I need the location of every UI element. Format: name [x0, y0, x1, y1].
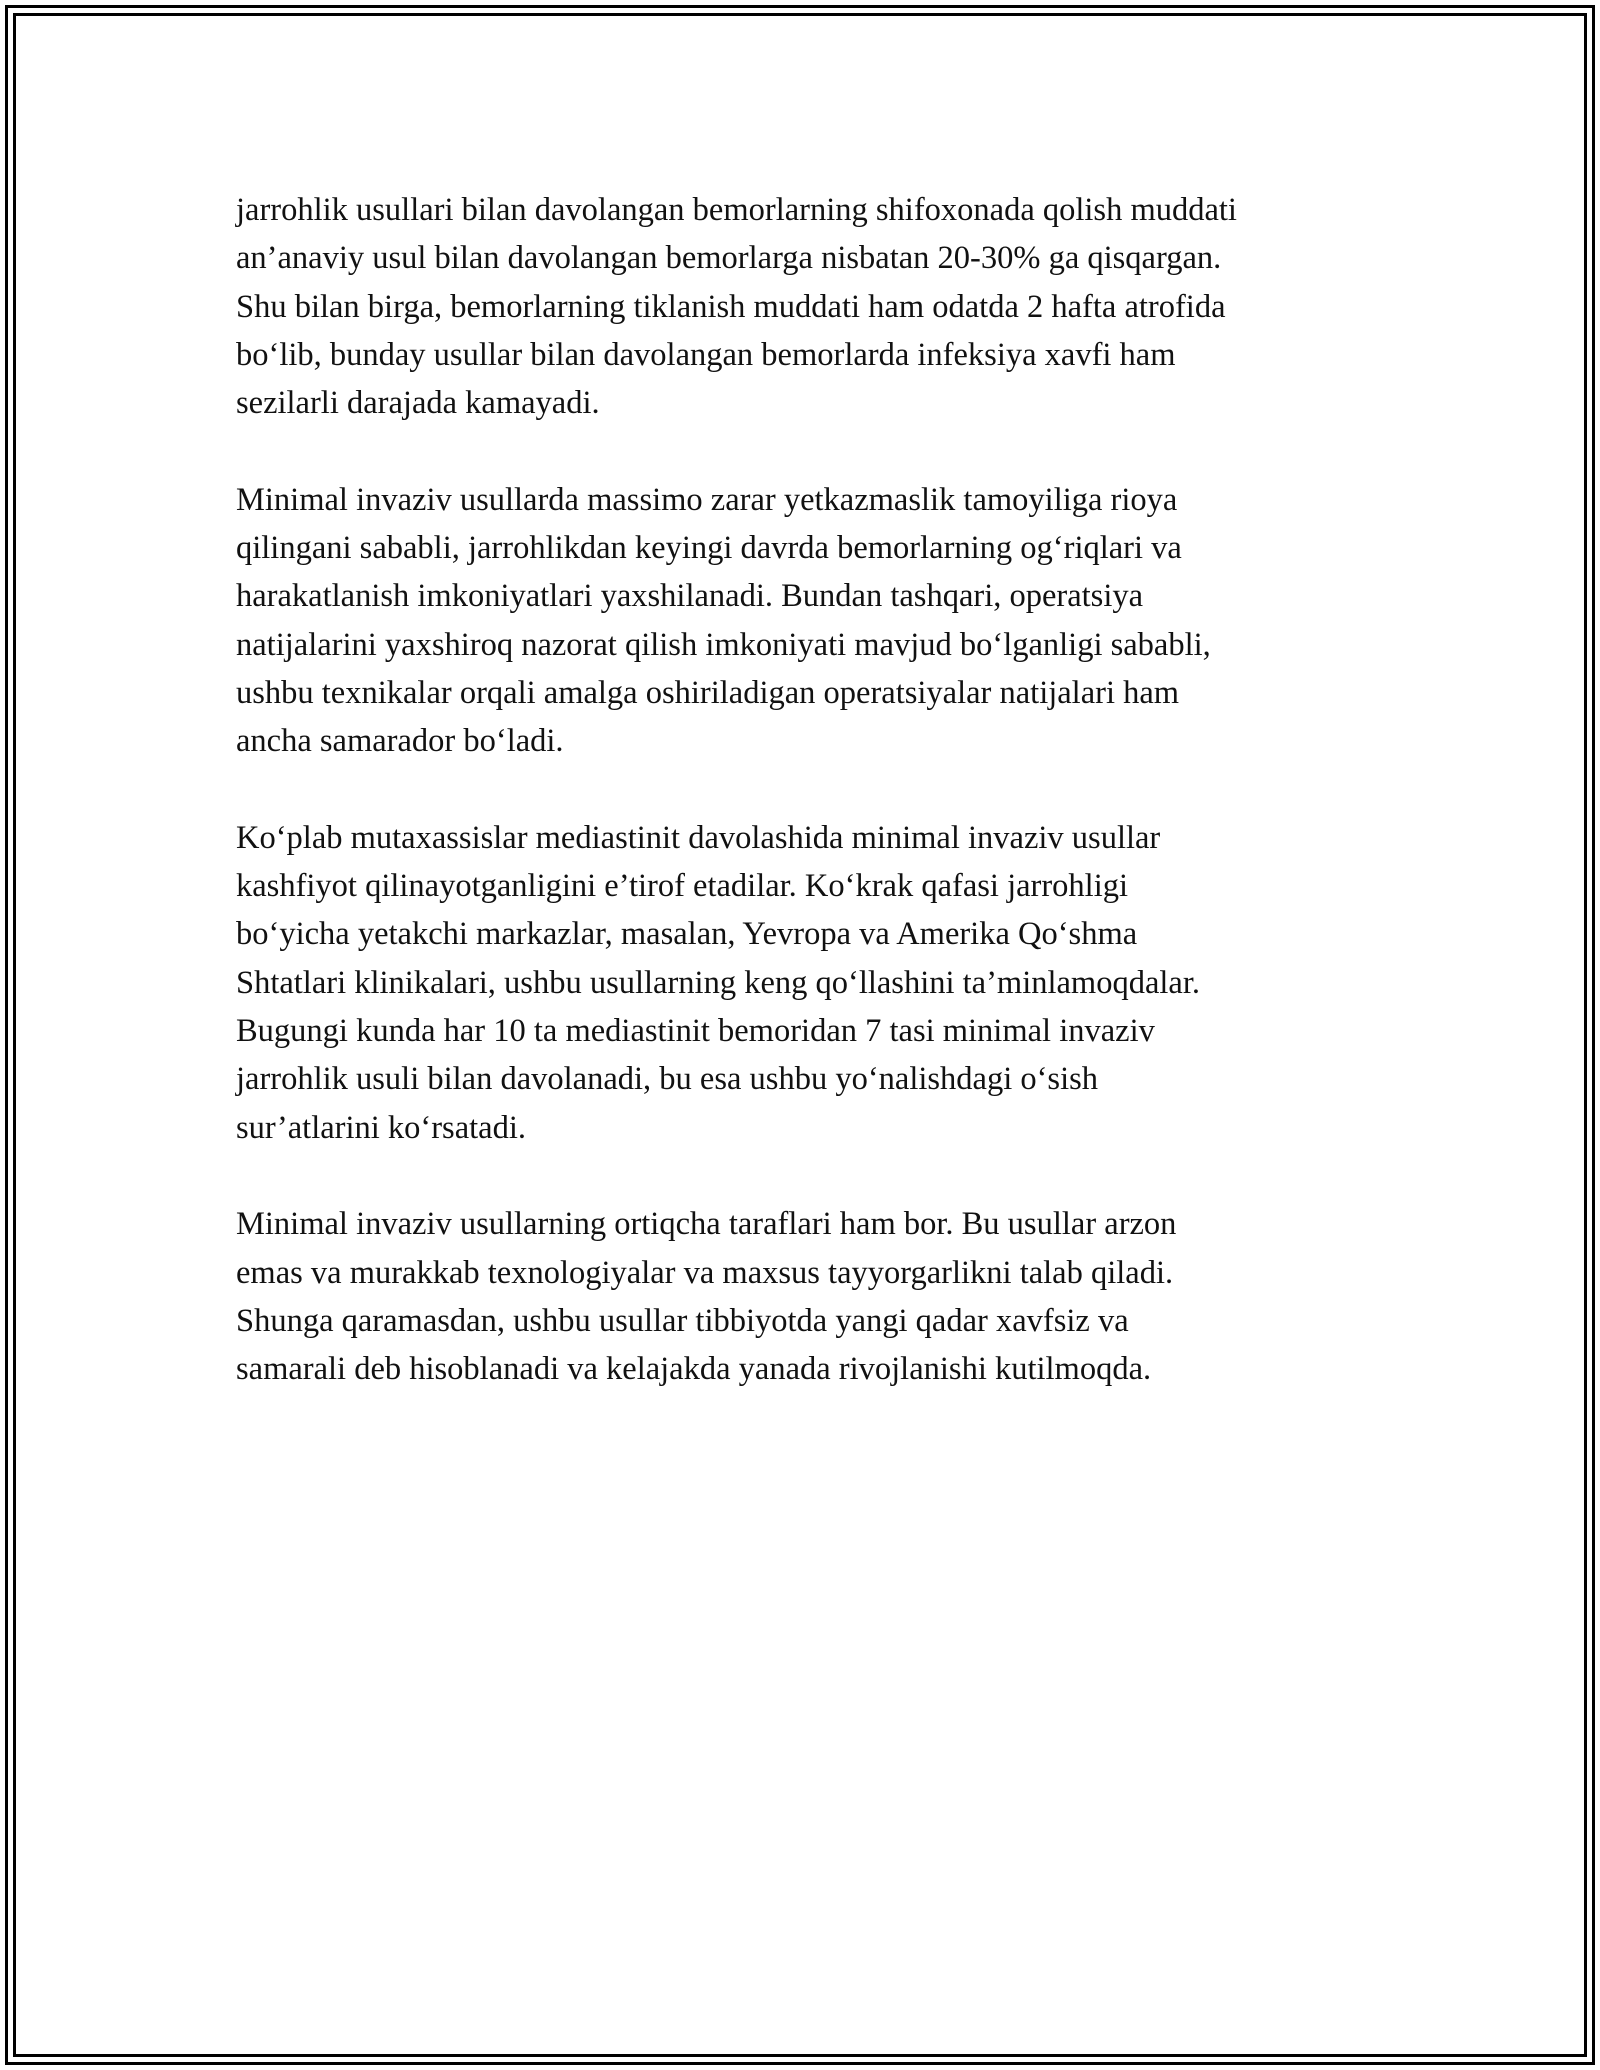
paragraph-1	[236, 186, 1396, 427]
text-line: natijalarini yaxshiroq nazorat qilish imkoniyati mavjud bo‘lganligi sababli,	[236, 626, 1211, 663]
paragraph-4	[236, 1200, 1396, 1393]
text-line: Shtatlari klinikalari, ushbu usullarning keng qo‘llashini ta’minlamoqdalar.	[236, 964, 1200, 1001]
text-line: samarali deb hisoblanadi va kelajakda yanada rivojlanishi kutilmoqda.	[236, 1351, 1152, 1388]
text-line: Ko‘plab mutaxassislar mediastinit davolashida minimal invaziv usullar	[236, 819, 1161, 856]
text-line: bo‘lib, bunday usullar bilan davolangan bemorlarda infeksiya xavfi ham	[236, 336, 1176, 373]
text-line: jarrohlik usuli bilan davolanadi, bu esa ushbu yo‘nalishdagi o‘sish	[236, 1061, 1099, 1098]
text-line: Bugungi kunda har 10 ta mediastinit bemoridan 7 tasi minimal invaziv	[236, 1013, 1155, 1050]
text-line: Minimal invaziv usullarda massimo zarar yetkazmaslik tamoyiliga rioya	[236, 481, 1178, 518]
text-line: harakatlanish imkoniyatlari yaxshilanadi. Bundan tashqari, operatsiya	[236, 578, 1144, 615]
text-line: emas va murakkab texnologiyalar va maxsus tayyorgarlikni talab qiladi.	[236, 1254, 1174, 1291]
text-line: bo‘yicha yetakchi markazlar, masalan, Yevropa va Amerika Qo‘shma	[236, 916, 1138, 953]
text-line: ushbu texnikalar orqali amalga oshiriladigan operatsiyalar natijalari ham	[236, 674, 1180, 711]
text-line: sezilarli darajada kamayadi.	[236, 385, 600, 422]
text-line: Minimal invaziv usullarning ortiqcha taraflari ham bor. Bu usullar arzon	[236, 1206, 1177, 1243]
paragraph-2	[236, 476, 1396, 766]
paragraph-3	[236, 814, 1396, 1152]
document-body	[236, 186, 1396, 1393]
text-line: qilingani sababli, jarrohlikdan keyingi davrda bemorlarning og‘riqlari va	[236, 530, 1182, 567]
text-line: ancha samarador bo‘ladi.	[236, 723, 564, 760]
text-line: sur’atlarini ko‘rsatadi.	[236, 1109, 526, 1146]
text-line: jarrohlik usullari bilan davolangan bemorlarning shifoxonada qolish muddati	[236, 192, 1237, 228]
text-line: Shunga qaramasdan, ushbu usullar tibbiyotda yangi qadar xavfsiz va	[236, 1302, 1129, 1339]
text-line: kashfiyot qilinayotganligini e’tirof etadilar. Ko‘krak qafasi jarrohligi	[236, 868, 1129, 905]
text-line: Shu bilan birga, bemorlarning tiklanish muddati ham odatda 2 hafta atrofida	[236, 288, 1226, 325]
text-line: an’anaviy usul bilan davolangan bemorlarga nisbatan 20-30% ga qisqargan.	[236, 240, 1222, 277]
